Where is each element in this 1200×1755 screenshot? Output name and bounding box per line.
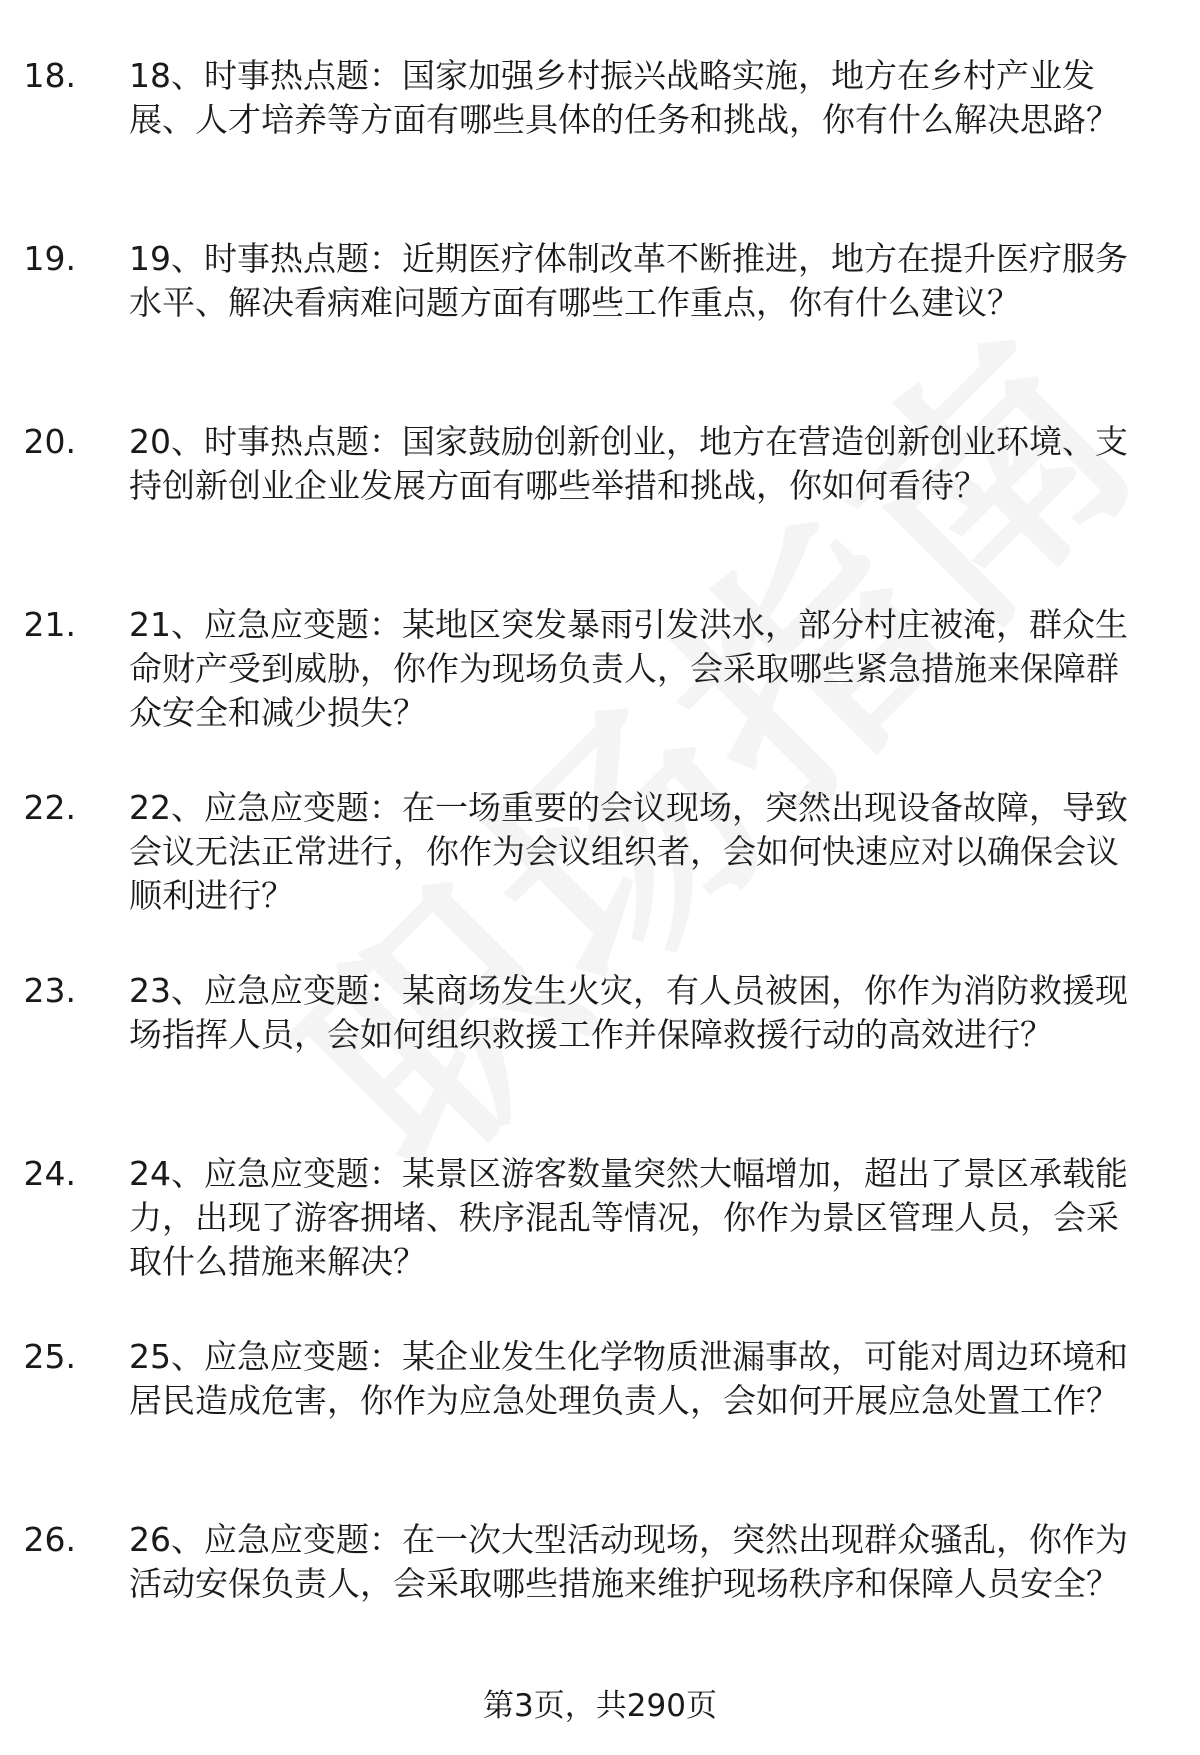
question-text: 22、应急应变题：在一场重要的会议现场，突然出现设备故障，导致会议无法正常进行，你作为会议组织者，会如何快速应对以确保会议顺利进行？: [129, 788, 1128, 915]
question-text: 21、应急应变题：某地区突发暴雨引发洪水，部分村庄被淹，群众生命财产受到威胁，你作为现场负责人，会采取哪些紧急措施来保障群众安全和减少损失？: [129, 605, 1128, 732]
question-number: 22.: [23, 788, 76, 827]
question-text: 19、时事热点题：近期医疗体制改革不断推进，地方在提升医疗服务水平、解决看病难问题方面有哪些工作重点，你有什么建议？: [129, 239, 1128, 322]
question-text: 26、应急应变题：在一次大型活动现场，突然出现群众骚乱，你作为活动安保负责人，会采取哪些措施来维护现场秩序和保障人员安全？: [129, 1520, 1128, 1603]
question-text: 20、时事热点题：国家鼓励创新创业，地方在营造创新创业环境、支持创新创业企业发展方面有哪些举措和挑战，你如何看待？: [129, 422, 1128, 505]
list-item: [0, 1335, 1200, 1518]
question-number: 23.: [23, 971, 76, 1010]
question-number: 25.: [23, 1337, 76, 1376]
list-item: [0, 54, 1200, 237]
question-list: [0, 54, 1200, 1701]
list-item: [0, 786, 1200, 969]
question-text: 24、应急应变题：某景区游客数量突然大幅增加，超出了景区承载能力，出现了游客拥堵、秩序混乱等情况，你作为景区管理人员，会采取什么措施来解决？: [129, 1154, 1128, 1281]
question-text: 25、应急应变题：某企业发生化学物质泄漏事故，可能对周边环境和居民造成危害，你作为应急处理负责人，会如何开展应急处置工作？: [129, 1337, 1128, 1420]
list-item: [0, 1518, 1200, 1701]
list-item: [0, 603, 1200, 786]
question-number: 24.: [23, 1154, 76, 1193]
question-text: 23、应急应变题：某商场发生火灾，有人员被困，你作为消防救援现场指挥人员，会如何组织救援工作并保障救援行动的高效进行？: [129, 971, 1128, 1054]
list-item: [0, 1152, 1200, 1335]
question-number: 18.: [23, 56, 76, 95]
list-item: [0, 969, 1200, 1152]
page-footer: 第3页，共290页: [483, 1688, 717, 1724]
question-number: 26.: [23, 1520, 76, 1559]
question-number: 21.: [23, 605, 76, 644]
question-text: 18、时事热点题：国家加强乡村振兴战略实施，地方在乡村产业发展、人才培养等方面有哪些具体的任务和挑战，你有什么解决思路？: [129, 56, 1119, 139]
question-number: 19.: [23, 239, 76, 278]
question-number: 20.: [23, 422, 76, 461]
list-item: [0, 420, 1200, 603]
list-item: [0, 237, 1200, 420]
